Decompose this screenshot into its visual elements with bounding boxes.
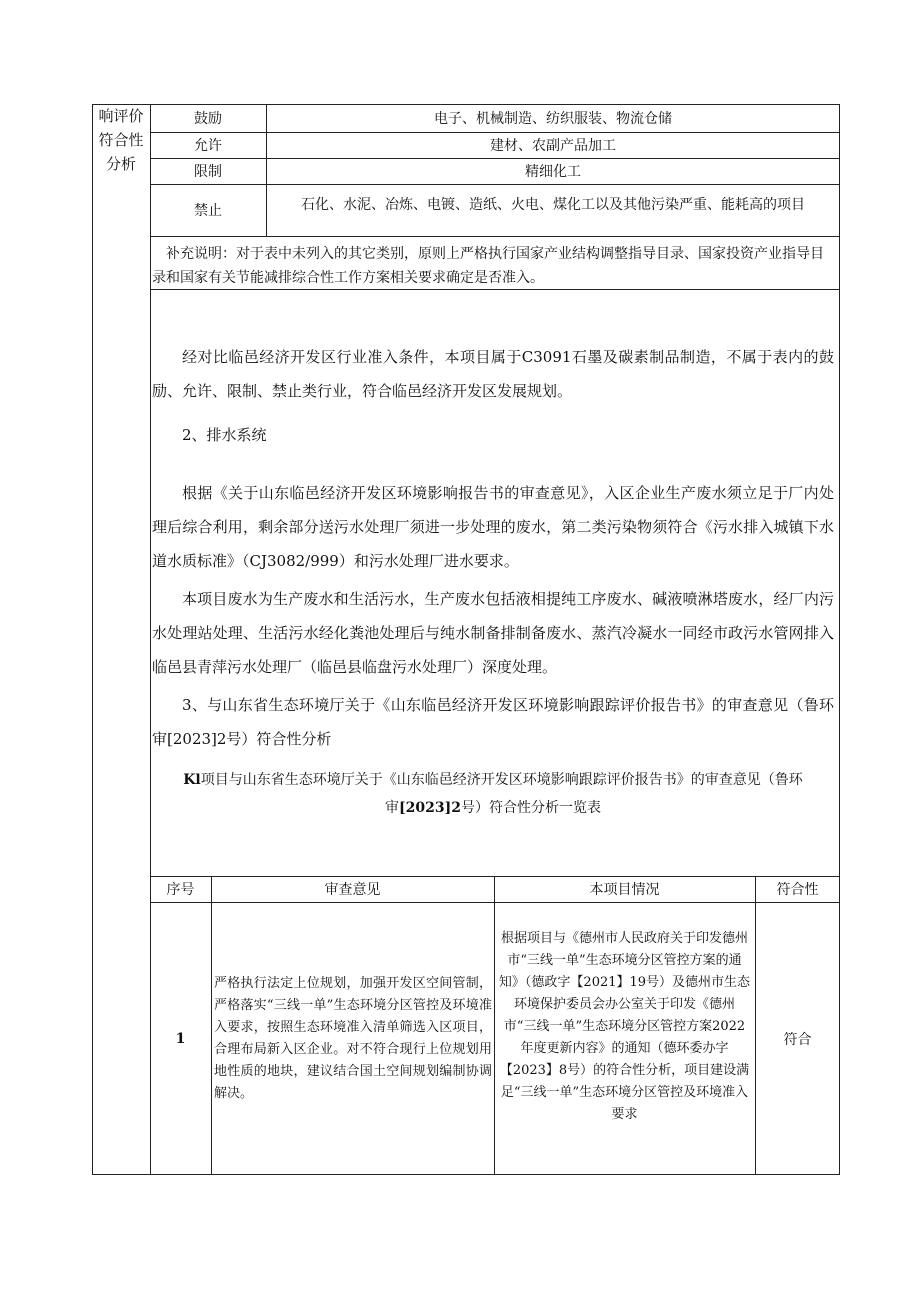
- row-result: 符合: [783, 1031, 812, 1048]
- column-header-situation: 本项目情况: [589, 882, 660, 898]
- caption-line: 项目与山东省生态环境厅关于《山东临邑经济开发区环境影响跟踪评价报告书》的审查意见（鲁环: [200, 772, 803, 788]
- section-label-line: 符合性: [98, 131, 144, 149]
- row-opinion: 严格执行法定上位规划，加强开发区空间管制，严格落实“三线一单”生态环境分区管控及环境准入要求，按照生态环境准入清单筛选入区项目，合理布局新入区企业。对不符合现行上位规划用地性质的地块，建议结合国土空间规划编制协调解决。: [214, 975, 492, 1101]
- table-divider: [494, 876, 495, 1175]
- paragraph: 根据《关于山东临邑经济开发区环境影响报告书的审查意见》，入区企业生产废水须立足于厂内处理后综合利用，剩余部分送污水处理厂须进一步处理的废水，第二类污染物须符合《污水排入城镇下水道水质标准》（CJ3082/999）和污水处理厂进水要求。: [152, 484, 834, 570]
- column-header-no: 序号: [166, 882, 195, 898]
- paragraph: 本项目废水为生产废水和生活污水，生产废水包括液相提纯工序废水、碱液喷淋塔废水，经厂内污水处理站处理、生活污水经化粪池处理后与纯水制备排制备废水、蒸汽冷凝水一同经市政污水管网排入临邑县青萍污水处理厂（临邑县临盘污水处理厂）深度处理。: [152, 590, 834, 676]
- section-label-line: 响评价: [98, 107, 144, 125]
- section-label-line: 分析: [105, 155, 136, 173]
- industry-list: 建材、农副产品加工: [490, 138, 616, 154]
- row-number-text: 1: [175, 1030, 186, 1047]
- caption-number: [2023]2: [399, 800, 461, 816]
- section-heading: 2、排水系统: [182, 426, 267, 444]
- column-header-result: 符合性: [776, 882, 819, 898]
- industry-category: 允许: [194, 138, 222, 154]
- industry-category: 禁止: [194, 203, 222, 219]
- caption-line: 号）符合性分析一览表: [460, 800, 601, 816]
- supplement-note: 补充说明：对于表中未列入的其它类别，原则上严格执行国家产业结构调整指导目录、国家投资产业指导目录和国家有关节能减排综合性工作方案相关要求确定是否准入。: [152, 246, 824, 286]
- column-header-opinion: 审查意见: [324, 882, 381, 898]
- industry-category: 鼓励: [194, 111, 222, 127]
- industry-list: 电子、机械制造、纺织服装、物流仓储: [434, 111, 672, 127]
- row-number: [150, 902, 211, 1175]
- section-heading: 3、与山东省生态环境厅关于《山东临邑经济开发区环境影响跟踪评价报告书》的审查意见（鲁环审[2023]2号）符合性分析: [152, 696, 834, 748]
- row-situation: 根据项目与《德州市人民政府关于印发德州市“三线一单”生态环境分区管控方案的通知》（德政字【2021】19号）及德州市生态环境保护委员会办公室关于印发《德州市“三线一单”生态环境分区管控方案2022年度更新内容》的通知（德环委办字【2023】8号）的符合性分析，项目建设满足“三线一单”生态环境分区管控及环境准入要求: [498, 931, 751, 1122]
- caption-line: 审: [385, 800, 400, 816]
- caption-prefix: Kl: [183, 772, 201, 788]
- table-divider: [211, 876, 212, 1175]
- section-label: [92, 104, 150, 176]
- industry-list: 石化、水泥、冶炼、电镀、造纸、火电、煤化工以及其他污染严重、能耗高的项目: [301, 197, 805, 213]
- industry-list: 精细化工: [525, 164, 581, 180]
- table-caption: [152, 766, 834, 822]
- paragraph: 经对比临邑经济开发区行业准入条件，本项目属于C3091石墨及碳素制品制造，不属于表内的鼓励、允许、限制、禁止类行业，符合临邑经济开发区发展规划。: [152, 348, 834, 400]
- row-divider: [150, 236, 840, 237]
- industry-category: 限制: [194, 164, 222, 180]
